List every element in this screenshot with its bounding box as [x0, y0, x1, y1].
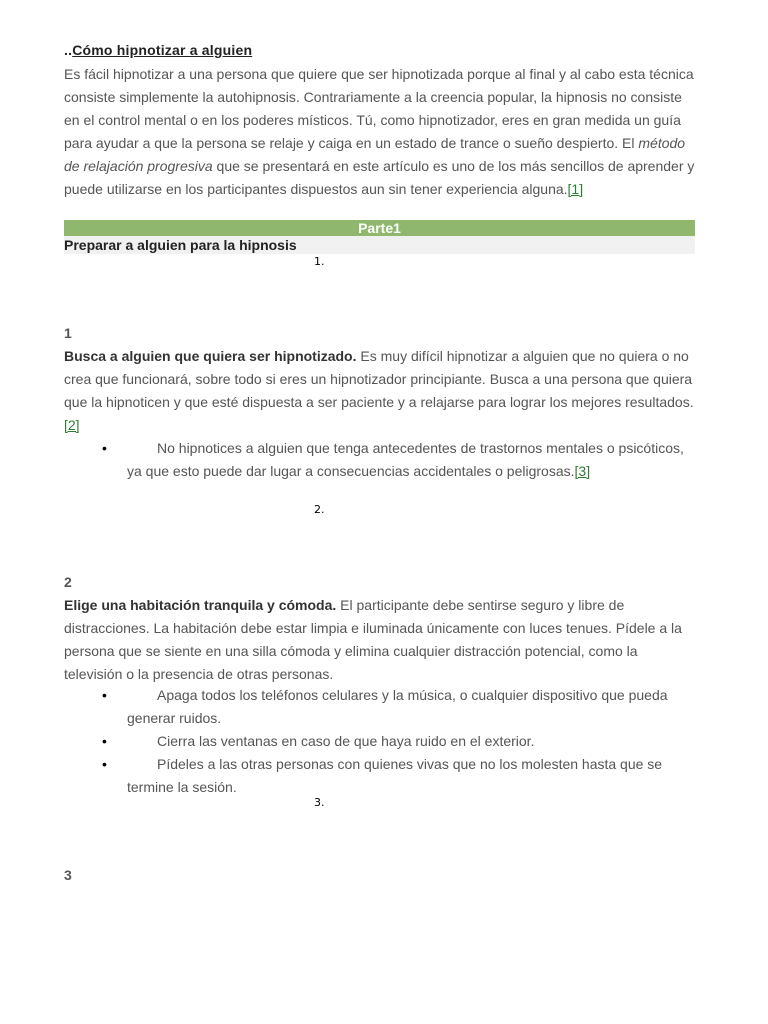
step-number-1: 1: [64, 325, 72, 341]
step-number-3: 3: [64, 867, 72, 883]
list-item: [64, 753, 695, 799]
bullet-text: No hipnotices a alguien que tenga antecedentes de trastornos mentales o psicóticos, ya que esto puede dar lugar a consecuencias accidentales o peligrosas.: [127, 440, 684, 479]
list-item: [64, 730, 695, 753]
intro-text-b: que se presentará en este artículo es uno de los más sencillos de aprender y puede utilizarse en los participantes dispuestos aun sin tener experiencia alguna.: [64, 158, 695, 197]
list-item: [64, 684, 695, 730]
section-header: Preparar a alguien para la hipnosis: [64, 236, 695, 254]
bullet-icon: •: [102, 687, 107, 703]
bullet-icon: •: [102, 733, 107, 749]
reference-link-2[interactable]: [2]: [64, 417, 80, 433]
step-2-heading: Elige una habitación tranquila y cómoda.: [64, 597, 337, 613]
part-header: Parte1: [64, 220, 695, 236]
bullet-text: Pídeles a las otras personas con quienes vivas que no los molesten hasta que se termine la sesión.: [127, 756, 663, 795]
step-1-text: [64, 345, 695, 437]
step-2-text: [64, 594, 695, 686]
image-number-3: 3.: [314, 796, 325, 809]
list-item: [64, 437, 695, 483]
bullet-text: Apaga todos los teléfonos celulares y la música, o cualquier dispositivo que pueda generar ruidos.: [127, 687, 668, 726]
image-number-2: 2.: [314, 503, 325, 516]
reference-link-3[interactable]: [3]: [574, 463, 591, 479]
step-1-bullets: [64, 437, 695, 483]
intro-text-a: Es fácil hipnotizar a una persona que quiere que ser hipnotizada porque al final y al cabo esta técnica consiste simplemente la autohipnosis. Contrariamente a la creencia popular, la hipnosis no consiste en el control mental o en los poderes místicos. Tú, como hipnotizador, eres en gran medida un guía para ayudar a que la persona se relaje y caiga en un estado de trance o sueño despierto. El: [64, 66, 694, 151]
step-2-bullets: [64, 684, 695, 799]
bullet-icon: •: [102, 756, 107, 772]
title-prefix: ..: [64, 42, 73, 58]
intro-italic: método de relajación progresiva: [64, 135, 686, 174]
article-title: [64, 42, 252, 58]
step-2-body: El participante debe sentirse seguro y libre de distracciones. La habitación debe estar limpia e iluminada únicamente con luces tenues. Pídele a la persona que se siente en una silla cómoda y elimina cualquier distracción potencial, como la televisión o la presencia de otras personas.: [64, 597, 682, 682]
step-1-heading: Busca a alguien que quiera ser hipnotizado.: [64, 348, 357, 364]
image-number-1: 1.: [314, 255, 325, 268]
title-text: Cómo hipnotizar a alguien: [72, 42, 253, 58]
reference-link-1[interactable]: [1]: [567, 181, 584, 197]
step-1-body: Es muy difícil hipnotizar a alguien que no quiera o no crea que funcionará, sobre todo si eres un hipnotizador principiante. Busca a una persona que quiera que la hipnoticen y que esté dispuesta a ser paciente y a relajarse para lograr los mejores resultados.: [64, 348, 694, 410]
step-number-2: 2: [64, 574, 72, 590]
bullet-text: Cierra las ventanas en caso de que haya ruido en el exterior.: [157, 733, 535, 749]
bullet-icon: •: [102, 440, 107, 456]
intro-paragraph: [64, 63, 695, 201]
